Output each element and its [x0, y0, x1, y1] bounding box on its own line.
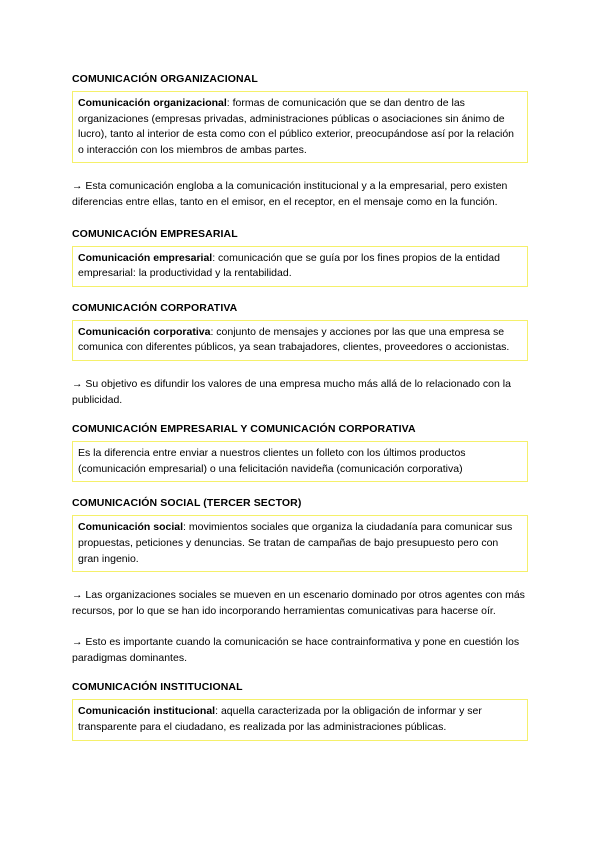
- term-empresarial: Comunicación empresarial: [78, 251, 213, 264]
- definition-organizacional: : formas de comunicación que se dan dentro de las organizaciones (empresas privadas, administraciones públicas o asociaciones sin ánimo de lucro), tanto al interior de esta como con el público exterior, preocupándose así por la relación o interacción con los miembros de ambas partes.: [78, 97, 514, 156]
- heading-comunicacion-institucional: COMUNICACIÓN INSTITUCIONAL: [72, 681, 243, 694]
- definition-box-social: [72, 515, 528, 572]
- term-corporativa: Comunicación corporativa: [78, 325, 211, 338]
- term-social: Comunicación social: [78, 521, 184, 534]
- definition-box-corporativa: [72, 320, 528, 361]
- definition-box-empresarial: [72, 246, 528, 287]
- definition-box-organizacional: [72, 91, 528, 163]
- text-empresarial-y-corporativa: Es la diferencia entre enviar a nuestros clientes un folleto con los últimos productos (comunicación empresarial) o una felicitación navideña (comunicación corporativa): [78, 447, 466, 475]
- term-organizacional: Comunicación organizacional: [78, 97, 227, 109]
- note-social-1: → Las organizaciones sociales se mueven en un escenario dominado por otros agentes con más recursos, por lo que se han ido incorporando herramientas comunicativas para hacerse oír.: [72, 589, 525, 617]
- definition-social: : movimientos sociales que organiza la ciudadanía para comunicar sus propuestas, peticiones y denuncias. Se tratan de campañas de bajo presupuesto pero con gran ingenio.: [78, 521, 513, 565]
- definition-box-empresarial-y-corporativa: [72, 441, 528, 482]
- document-page: [72, 72, 528, 741]
- heading-comunicacion-empresarial: COMUNICACIÓN EMPRESARIAL: [72, 227, 238, 240]
- heading-empresarial-y-corporativa: COMUNICACIÓN EMPRESARIAL Y COMUNICACIÓN CORPORATIVA: [72, 423, 416, 436]
- heading-comunicacion-organizacional: COMUNICACIÓN ORGANIZACIONAL: [72, 73, 258, 85]
- heading-comunicacion-corporativa: COMUNICACIÓN CORPORATIVA: [72, 301, 238, 314]
- heading-comunicacion-social: COMUNICACIÓN SOCIAL (TERCER SECTOR): [72, 497, 302, 510]
- note-corporativa: → Su objetivo es difundir los valores de una empresa mucho más allá de lo relacionado con la publicidad.: [72, 377, 511, 406]
- term-institucional: Comunicación institucional: [78, 705, 216, 718]
- definition-empresarial: : comunicación que se guía por los fines propios de la entidad empresarial: la productividad y la rentabilidad.: [78, 251, 500, 280]
- note-organizacional: → Esta comunicación engloba a la comunicación institucional y a la empresarial, pero existen diferencias entre ellas, tanto en el emisor, en el receptor, en el mensaje como en la función.: [72, 180, 508, 208]
- definition-institucional: : aquella caracterizada por la obligación de informar y ser transparente para el ciudadano, es realizada por las administraciones públicas.: [78, 705, 482, 734]
- definition-box-institucional: [72, 699, 528, 740]
- note-social-2: → Esto es importante cuando la comunicación se hace contrainformativa y pone en cuestión los paradigmas dominantes.: [72, 636, 520, 664]
- definition-corporativa: : conjunto de mensajes y acciones por las que una empresa se comunica con diferentes públicos, ya sean trabajadores, clientes, proveedores o accionistas.: [78, 325, 510, 354]
